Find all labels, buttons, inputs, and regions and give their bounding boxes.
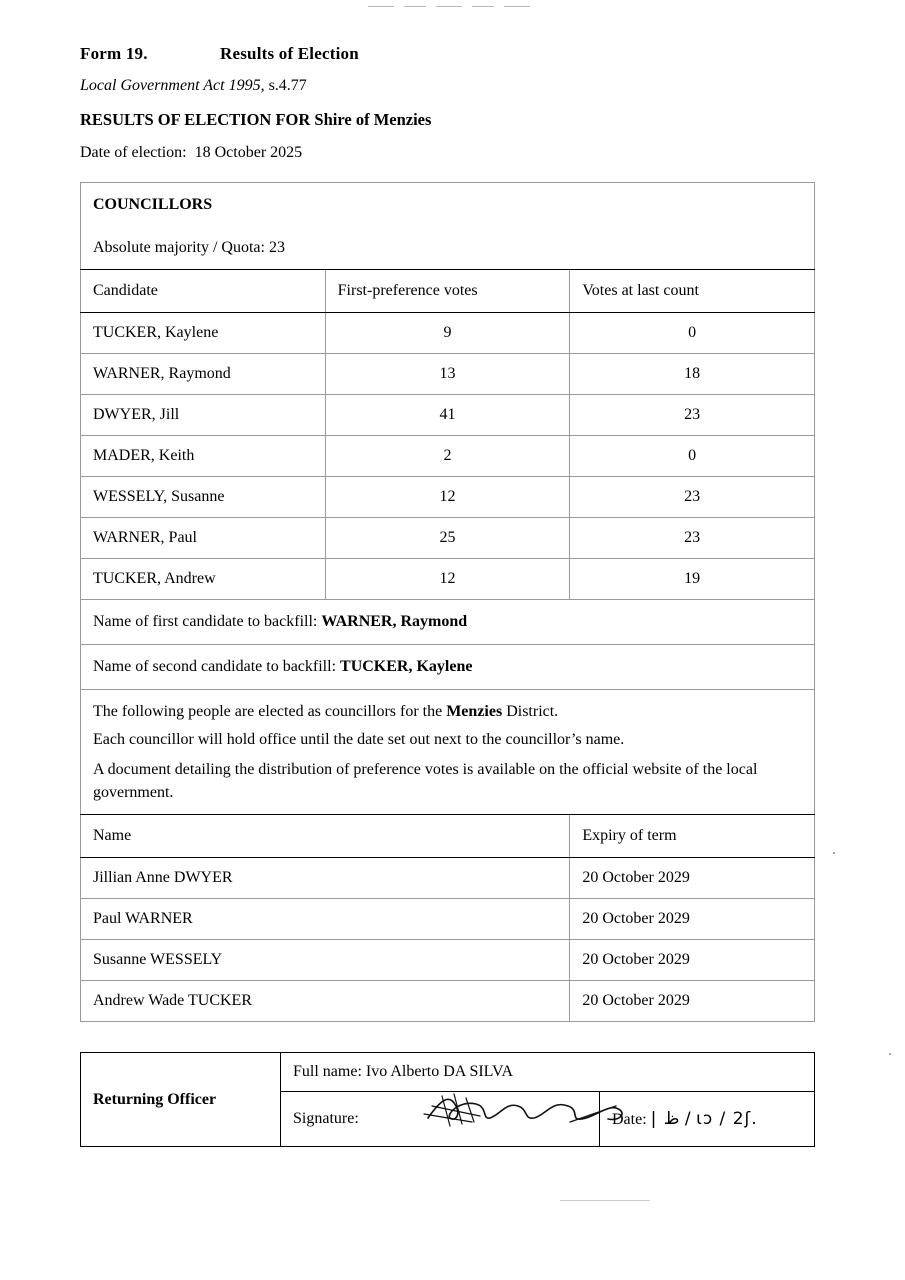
backfill-first-label: Name of first candidate to backfill: <box>93 613 318 630</box>
form-heading: Results of Election <box>220 44 359 63</box>
table-row <box>81 477 815 518</box>
election-date-label: Date of election: <box>80 144 187 161</box>
act-name: Local Government Act 1995, <box>80 77 265 94</box>
elected-row <box>81 858 815 899</box>
first-preference-votes: 9 <box>325 313 570 354</box>
paragraph-document: A document detailing the distribution of preference votes is available on the official website of the local government. <box>81 754 815 815</box>
elected-name: Jillian Anne DWYER <box>81 858 570 899</box>
first-preference-votes: 2 <box>325 436 570 477</box>
backfill-row-first <box>81 600 815 645</box>
votes-at-last-count: 19 <box>570 559 815 600</box>
scan-artifact <box>504 6 530 7</box>
paragraph-office-row <box>81 726 815 754</box>
date-label: Date: <box>612 1111 647 1129</box>
form-title-row <box>80 44 825 64</box>
councillors-section-title: COUNCILLORS <box>81 183 815 228</box>
backfill-row-second <box>81 645 815 690</box>
table-row <box>81 395 815 436</box>
signature-icon <box>420 1088 650 1132</box>
elected-expiry: 20 October 2029 <box>570 899 815 940</box>
date-handwritten: | ظ / ιɔ / 2ʃ. <box>650 1109 758 1130</box>
elected-row <box>81 981 815 1022</box>
backfill-second <box>81 645 815 690</box>
backfill-second-label: Name of second candidate to backfill: <box>93 658 337 675</box>
column-header-last-count: Votes at last count <box>570 270 815 313</box>
candidate-name: WARNER, Raymond <box>81 354 326 395</box>
returning-officer-label: Returning Officer <box>81 1053 281 1147</box>
column-header-name: Name <box>81 815 570 858</box>
act-reference <box>80 77 825 95</box>
scan-speck <box>889 1053 891 1055</box>
councillors-title-row <box>81 183 815 228</box>
backfill-second-name: TUCKER, Kaylene <box>340 658 473 675</box>
scan-speck <box>833 852 835 854</box>
scan-artifact <box>436 6 462 7</box>
signature-block <box>80 1052 815 1147</box>
quota-line: Absolute majority / Quota: 23 <box>81 227 815 270</box>
scan-artifact <box>560 1200 650 1201</box>
elected-expiry: 20 October 2029 <box>570 940 815 981</box>
elected-name: Andrew Wade TUCKER <box>81 981 570 1022</box>
column-header-first-preference: First-preference votes <box>325 270 570 313</box>
votes-at-last-count: 0 <box>570 313 815 354</box>
column-header-candidate: Candidate <box>81 270 326 313</box>
backfill-first-name: WARNER, Raymond <box>321 613 468 630</box>
quota-row <box>81 227 815 270</box>
candidate-name: DWYER, Jill <box>81 395 326 436</box>
first-preference-votes: 12 <box>325 559 570 600</box>
candidate-name: TUCKER, Kaylene <box>81 313 326 354</box>
returning-officer-name-row <box>81 1053 815 1092</box>
scan-artifact <box>368 6 394 7</box>
election-date-value: 18 October 2025 <box>194 144 303 161</box>
table-row <box>81 436 815 477</box>
column-header-expiry: Expiry of term <box>570 815 815 858</box>
elected-row <box>81 899 815 940</box>
elected-prefix: The following people are elected as councillors for the <box>93 703 447 721</box>
first-preference-votes: 41 <box>325 395 570 436</box>
table-row <box>81 354 815 395</box>
act-section: s.4.77 <box>264 77 307 94</box>
backfill-first <box>81 600 815 645</box>
signature-ink <box>410 1092 600 1147</box>
votes-at-last-count: 23 <box>570 518 815 559</box>
first-preference-votes: 12 <box>325 477 570 518</box>
elected-name: Paul WARNER <box>81 899 570 940</box>
election-date-line <box>80 144 825 162</box>
councillors-header-row <box>81 270 815 313</box>
table-row <box>81 313 815 354</box>
votes-at-last-count: 23 <box>570 395 815 436</box>
candidate-name: TUCKER, Andrew <box>81 559 326 600</box>
candidate-name: WARNER, Paul <box>81 518 326 559</box>
votes-at-last-count: 0 <box>570 436 815 477</box>
councillors-table <box>80 182 815 1022</box>
paragraph-office: Each councillor will hold office until the date set out next to the councillor’s name. <box>81 726 815 754</box>
form-number: Form 19. <box>80 44 148 63</box>
full-name-label: Full name: <box>293 1063 362 1081</box>
signature-label: Signature: <box>281 1092 411 1147</box>
table-row <box>81 559 815 600</box>
candidate-name: MADER, Keith <box>81 436 326 477</box>
full-name-value: Ivo Alberto DA SILVA <box>365 1063 514 1081</box>
document-content <box>80 44 825 1147</box>
paragraph-document-row <box>81 754 815 815</box>
scan-artifact <box>404 6 426 7</box>
scan-artifact <box>472 6 494 7</box>
elected-name: Susanne WESSELY <box>81 940 570 981</box>
elected-header-row <box>81 815 815 858</box>
first-preference-votes: 13 <box>325 354 570 395</box>
votes-at-last-count: 23 <box>570 477 815 518</box>
results-for-heading: RESULTS OF ELECTION FOR Shire of Menzies <box>80 110 432 129</box>
elected-expiry: 20 October 2029 <box>570 858 815 899</box>
paragraph-elected <box>81 690 815 727</box>
table-row <box>81 518 815 559</box>
paragraph-elected-row <box>81 690 815 727</box>
district-name: Menzies <box>446 703 503 721</box>
votes-at-last-count: 18 <box>570 354 815 395</box>
elected-row <box>81 940 815 981</box>
first-preference-votes: 25 <box>325 518 570 559</box>
full-name-cell <box>281 1053 815 1092</box>
candidate-name: WESSELY, Susanne <box>81 477 326 518</box>
elected-expiry: 20 October 2029 <box>570 981 815 1022</box>
elected-suffix: District. <box>502 703 559 721</box>
